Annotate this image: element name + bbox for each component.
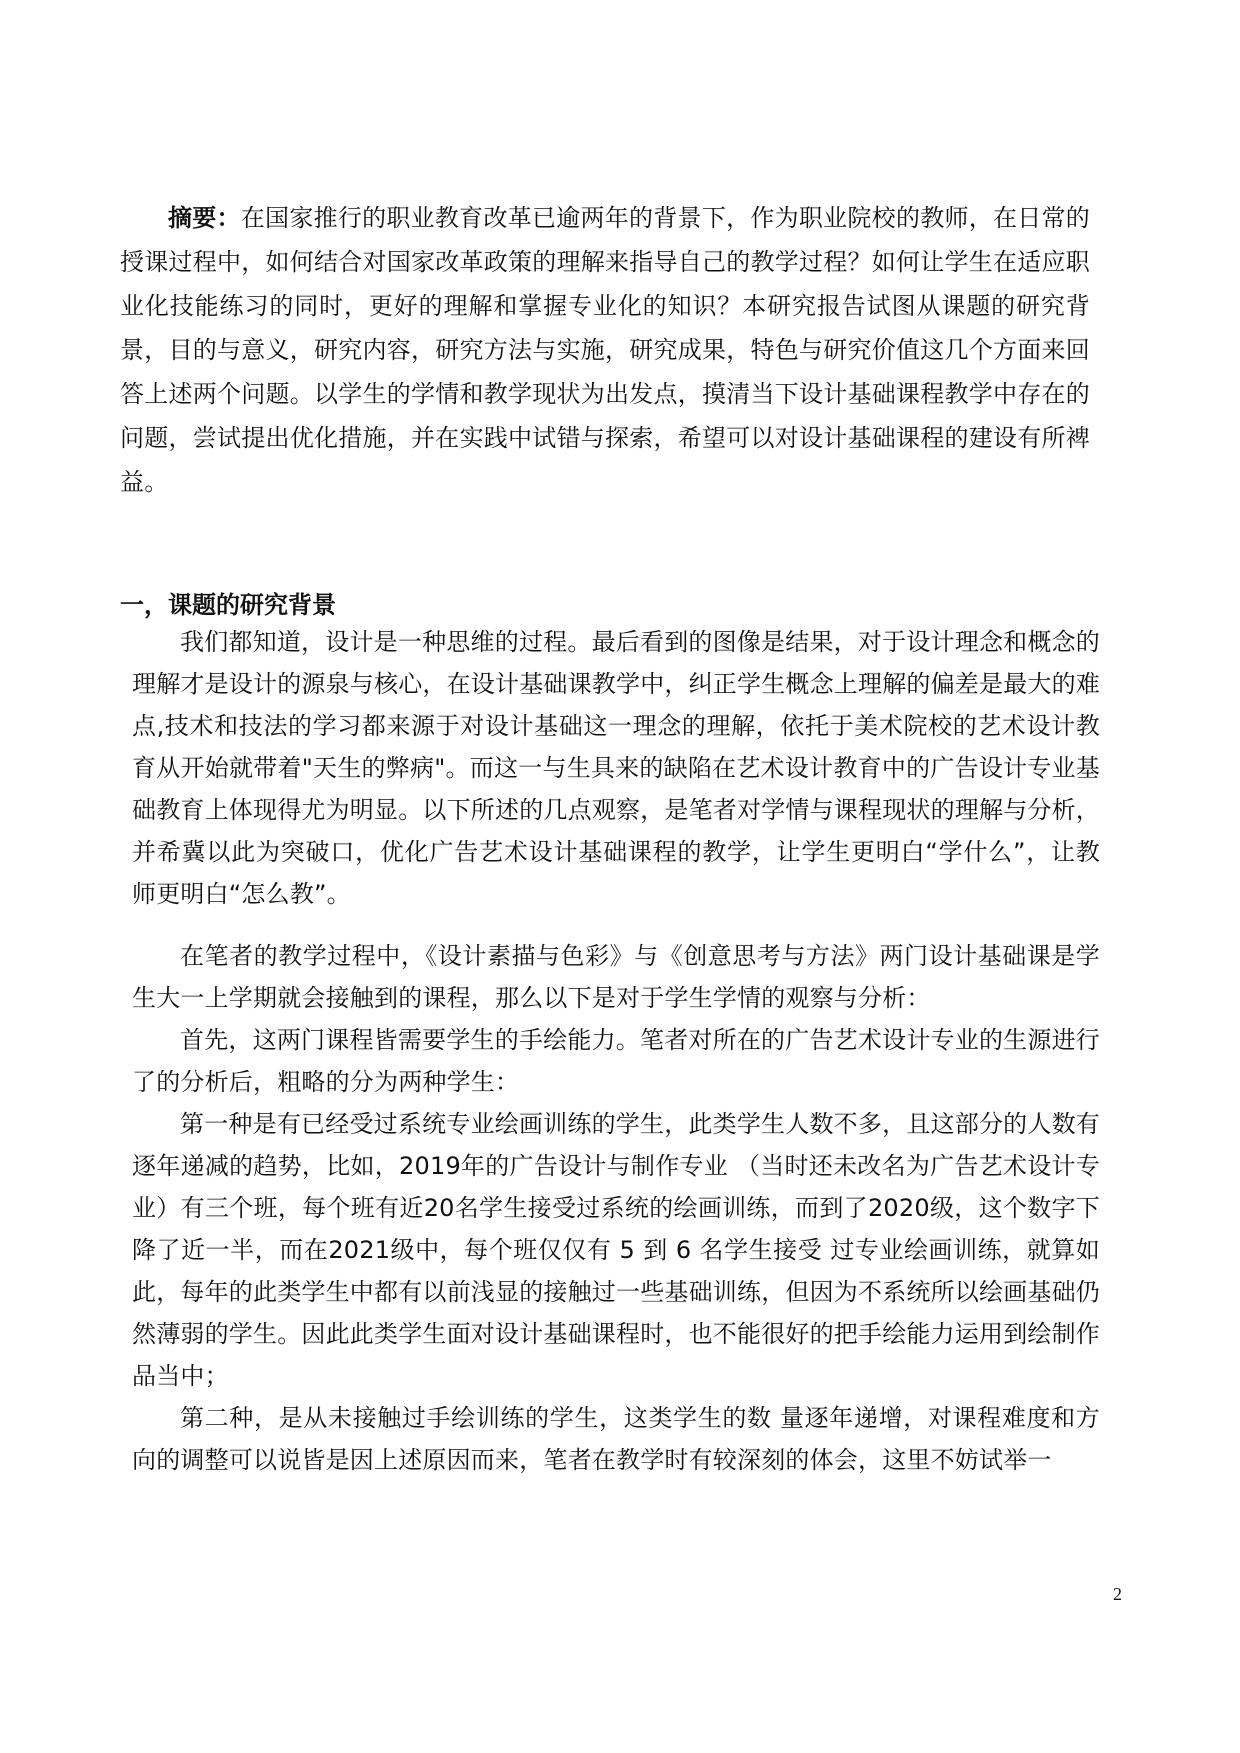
section-body xyxy=(132,621,1100,1481)
body-paragraph-2: 在笔者的教学过程中，《设计素描与色彩》与《创意思考与方法》两门设计基础课是学生大一上学期就会接触到的课程，那么以下是对于学生学情的观察与分析： xyxy=(132,942,1100,1012)
abstract-paragraph xyxy=(120,196,1090,504)
abstract-label: 摘要： xyxy=(168,204,241,232)
abstract-text: 在国家推行的职业教育改革已逾两年的背景下，作为职业院校的教师，在日常的授课过程中，如何结合对国家改革政策的理解来指导自己的教学过程？如何让学生在适应职业化技能练习的同时，更好的理解和掌握专业化的知识？本研究报告试图从课题的研究背景，目的与意义，研究内容，研究方法与实施，研究成果，特色与研究价值这几个方面来回答上述两个问题。以学生的学情和教学现状为出发点，摸清当下设计基础课程教学中存在的问题，尝试提出优化措施，并在实践中试错与探索，希望可以对设计基础课程的建设有所裨益。 xyxy=(120,204,1090,496)
body-paragraph-5: 第二种，是从未接触过手绘训练的学生，这类学生的数 量逐年递增，对课程难度和方向的调整可以说皆是因上述原因而来，笔者在教学时有较深刻的体会，这里不妨试举一 xyxy=(132,1404,1100,1474)
body-paragraph-1: 我们都知道，设计是一种思维的过程。最后看到的图像是结果，对于设计理念和概念的理解才是设计的源泉与核心，在设计基础课教学中，纠正学生概念上理解的偏差是最大的难点,技术和技法的学习都来源于对设计基础这一理念的理解，依托于美术院校的艺术设计教育从开始就带着"天生的弊病"。而这一与生具来的缺陷在艺术设计教育中的广告设计专业基础教育上体现得尤为明显。以下所述的几点观察，是笔者对学情与课程现状的理解与分析，并希冀以此为突破口，优化广告艺术设计基础课程的教学，让学生更明白“学什么”，让教师更明白“怎么教”。 xyxy=(132,628,1100,908)
body-paragraph-4: 第一种是有已经受过系统专业绘画训练的学生，此类学生人数不多，且这部分的人数有逐年递减的趋势，比如，2019年的广告设计与制作专业 （当时还未改名为广告艺术设计专业）有三个班，每个班有近20名学生接受过系统的绘画训练，而到了2020级，这个数字下降了近一半，而在2021级中，每个班仅仅有 5 到 6 名学生接受 过专业绘画训练，就算如此，每年的此类学生中都有以前浅显的接触过一些基础训练，但因为不系统所以绘画基础仍然薄弱的学生。因此此类学生面对设计基础课程时，也不能很好的把手绘能力运用到绘制作品当中； xyxy=(132,1110,1100,1390)
page-number: 2 xyxy=(1113,1584,1122,1604)
section-heading: 一，课题的研究背景 xyxy=(120,591,336,619)
body-paragraph-3: 首先，这两门课程皆需要学生的手绘能力。笔者对所在的广告艺术设计专业的生源进行了的分析后，粗略的分为两种学生： xyxy=(132,1026,1100,1096)
